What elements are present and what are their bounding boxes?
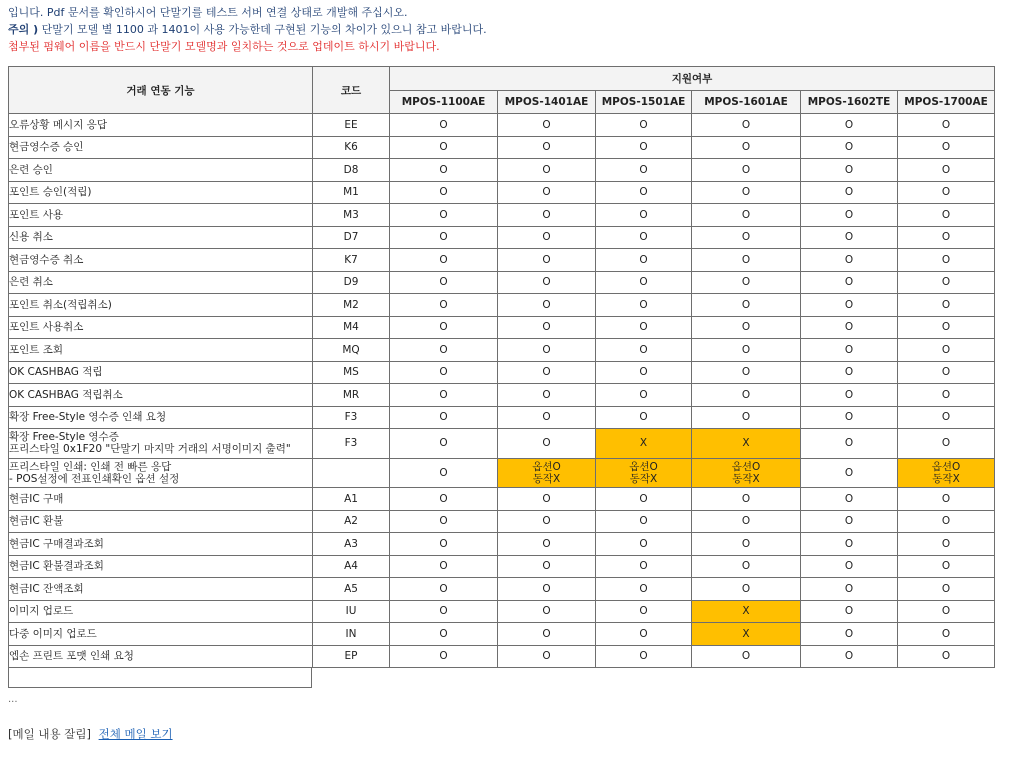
support-cell: O xyxy=(898,623,995,646)
table-row xyxy=(9,361,995,384)
support-cell: O xyxy=(390,488,498,511)
support-cell: O xyxy=(390,159,498,182)
function-cell: 은련 취소 xyxy=(9,271,313,294)
code-cell: F3 xyxy=(313,429,390,459)
table-row xyxy=(9,488,995,511)
support-cell: O xyxy=(498,578,596,601)
support-cell: O xyxy=(692,159,801,182)
code-cell: IU xyxy=(313,600,390,623)
support-cell: O xyxy=(801,645,898,668)
support-cell: O xyxy=(596,645,692,668)
support-cell: O xyxy=(801,555,898,578)
support-cell: O xyxy=(898,294,995,317)
support-cell: O xyxy=(390,114,498,137)
function-cell: OK CASHBAG 적립취소 xyxy=(9,384,313,407)
support-cell: O xyxy=(596,159,692,182)
notice-line-1: 입니다. Pdf 문서를 확인하시어 단말기를 테스트 서버 연결 상태로 개발해 주십시오. xyxy=(8,6,408,19)
support-cell: O xyxy=(801,578,898,601)
support-cell: O xyxy=(498,226,596,249)
function-cell: 현금IC 환불 xyxy=(9,510,313,533)
table-row xyxy=(9,136,995,159)
support-cell: O xyxy=(692,578,801,601)
support-cell: O xyxy=(692,361,801,384)
support-cell: O xyxy=(498,271,596,294)
table-row xyxy=(9,623,995,646)
support-cell: O xyxy=(596,271,692,294)
function-cell: 다중 이미지 업로드 xyxy=(9,623,313,646)
support-cell: O xyxy=(801,623,898,646)
support-cell: O xyxy=(390,136,498,159)
notice-line-2 xyxy=(8,21,1008,38)
table-row xyxy=(9,645,995,668)
support-cell: 옵션O 동작X xyxy=(498,458,596,488)
code-cell: MS xyxy=(313,361,390,384)
header-function: 거래 연동 기능 xyxy=(9,67,313,114)
table-row xyxy=(9,204,995,227)
support-cell: O xyxy=(596,114,692,137)
code-cell: EE xyxy=(313,114,390,137)
support-cell: O xyxy=(801,204,898,227)
support-cell: O xyxy=(898,578,995,601)
support-cell: O xyxy=(898,488,995,511)
code-cell: M3 xyxy=(313,204,390,227)
support-cell: O xyxy=(498,533,596,556)
code-cell: A2 xyxy=(313,510,390,533)
code-cell: K7 xyxy=(313,249,390,272)
ellipsis: ... xyxy=(8,694,18,705)
support-cell: O xyxy=(390,555,498,578)
support-cell: O xyxy=(898,361,995,384)
support-cell: O xyxy=(596,181,692,204)
support-cell: O xyxy=(498,114,596,137)
code-cell: A4 xyxy=(313,555,390,578)
function-cell: 현금IC 구매 xyxy=(9,488,313,511)
support-cell: O xyxy=(692,226,801,249)
code-cell xyxy=(313,458,390,488)
table-row xyxy=(9,294,995,317)
support-cell: O xyxy=(390,181,498,204)
support-cell: O xyxy=(801,226,898,249)
support-cell: O xyxy=(596,488,692,511)
support-cell: O xyxy=(498,136,596,159)
table-row xyxy=(9,555,995,578)
support-cell: O xyxy=(692,181,801,204)
support-cell: O xyxy=(596,510,692,533)
support-cell: O xyxy=(596,249,692,272)
function-cell: 포인트 취소(적립취소) xyxy=(9,294,313,317)
code-cell: MQ xyxy=(313,339,390,362)
support-cell: O xyxy=(596,204,692,227)
table-row xyxy=(9,114,995,137)
support-cell: O xyxy=(596,600,692,623)
support-cell: O xyxy=(898,159,995,182)
code-cell: M4 xyxy=(313,316,390,339)
support-cell: O xyxy=(692,316,801,339)
support-cell: O xyxy=(801,533,898,556)
table-row xyxy=(9,533,995,556)
support-cell: O xyxy=(498,294,596,317)
support-cell: O xyxy=(801,249,898,272)
table-row xyxy=(9,600,995,623)
support-cell: O xyxy=(801,339,898,362)
header-model: MPOS-1401AE xyxy=(498,91,596,114)
support-cell: X xyxy=(692,429,801,459)
support-cell: O xyxy=(390,600,498,623)
support-cell: X xyxy=(692,623,801,646)
table-row xyxy=(9,578,995,601)
support-cell: O xyxy=(801,181,898,204)
truncated-label: [메일 내용 잘림] xyxy=(8,727,91,741)
support-cell: O xyxy=(390,361,498,384)
support-cell: O xyxy=(390,384,498,407)
function-cell: OK CASHBAG 적립 xyxy=(9,361,313,384)
support-cell: O xyxy=(801,136,898,159)
support-cell: O xyxy=(596,406,692,429)
code-cell: K6 xyxy=(313,136,390,159)
header-model: MPOS-1601AE xyxy=(692,91,801,114)
support-cell: O xyxy=(692,488,801,511)
function-cell: 현금영수증 승인 xyxy=(9,136,313,159)
support-cell: 옵션O 동작X xyxy=(596,458,692,488)
support-cell: O xyxy=(692,645,801,668)
support-cell: X xyxy=(596,429,692,459)
code-cell: IN xyxy=(313,623,390,646)
table-row xyxy=(9,510,995,533)
support-cell: O xyxy=(498,361,596,384)
code-cell: A1 xyxy=(313,488,390,511)
function-cell: 프리스타일 인쇄: 인쇄 전 빠른 응답 - POS설정에 전표인쇄확인 옵션 설정 xyxy=(9,458,313,488)
support-cell: O xyxy=(801,294,898,317)
function-cell: 현금IC 잔액조회 xyxy=(9,578,313,601)
support-cell: O xyxy=(898,204,995,227)
support-cell: X xyxy=(692,600,801,623)
code-cell: A3 xyxy=(313,533,390,556)
support-cell: O xyxy=(498,384,596,407)
support-cell: O xyxy=(801,488,898,511)
support-cell: O xyxy=(596,136,692,159)
support-cell: O xyxy=(390,406,498,429)
support-cell: O xyxy=(692,555,801,578)
support-cell: O xyxy=(596,339,692,362)
function-cell: 확장 Free-Style 영수증 인쇄 요청 xyxy=(9,406,313,429)
table-row xyxy=(9,384,995,407)
code-cell: M2 xyxy=(313,294,390,317)
support-cell: O xyxy=(801,114,898,137)
support-cell: O xyxy=(498,249,596,272)
support-cell: O xyxy=(692,406,801,429)
support-cell: O xyxy=(692,533,801,556)
support-cell: O xyxy=(692,271,801,294)
support-cell: O xyxy=(498,316,596,339)
support-cell: O xyxy=(801,361,898,384)
header-model: MPOS-1700AE xyxy=(898,91,995,114)
support-cell: O xyxy=(801,510,898,533)
code-cell: MR xyxy=(313,384,390,407)
support-cell: O xyxy=(898,384,995,407)
support-cell: O xyxy=(596,533,692,556)
function-cell: 은련 승인 xyxy=(9,159,313,182)
function-cell: 포인트 조회 xyxy=(9,339,313,362)
table-row xyxy=(9,181,995,204)
support-cell: O xyxy=(898,136,995,159)
code-cell: M1 xyxy=(313,181,390,204)
code-cell: D9 xyxy=(313,271,390,294)
support-cell: O xyxy=(498,488,596,511)
support-cell: O xyxy=(692,204,801,227)
support-cell: O xyxy=(596,623,692,646)
mail-truncated-footer xyxy=(8,726,173,742)
support-cell: O xyxy=(390,249,498,272)
support-cell: O xyxy=(898,429,995,459)
support-cell: O xyxy=(596,361,692,384)
function-cell: 포인트 사용 xyxy=(9,204,313,227)
support-cell: O xyxy=(498,623,596,646)
support-cell: O xyxy=(596,384,692,407)
code-cell: F3 xyxy=(313,406,390,429)
table-row xyxy=(9,339,995,362)
view-full-mail-link[interactable]: 전체 메일 보기 xyxy=(98,727,173,741)
support-cell: O xyxy=(801,384,898,407)
caution-label: 주의 ) xyxy=(8,23,39,36)
support-cell: O xyxy=(390,294,498,317)
support-cell: O xyxy=(692,249,801,272)
function-cell: 확장 Free-Style 영수증 프리스타일 0x1F20 "단말기 마지막 거래의 서명이미지 출력" xyxy=(9,429,313,459)
support-cell: 옵션O 동작X xyxy=(692,458,801,488)
support-cell: O xyxy=(498,159,596,182)
table-row xyxy=(9,226,995,249)
code-cell: D8 xyxy=(313,159,390,182)
function-cell: 신용 취소 xyxy=(9,226,313,249)
support-cell: O xyxy=(390,226,498,249)
support-cell: O xyxy=(596,316,692,339)
support-cell: O xyxy=(801,271,898,294)
support-cell: O xyxy=(692,384,801,407)
code-cell: A5 xyxy=(313,578,390,601)
function-cell: 포인트 사용취소 xyxy=(9,316,313,339)
function-cell: 현금영수증 취소 xyxy=(9,249,313,272)
table-row xyxy=(9,458,995,488)
code-cell: D7 xyxy=(313,226,390,249)
code-cell: EP xyxy=(313,645,390,668)
support-cell: O xyxy=(898,226,995,249)
support-cell: O xyxy=(801,406,898,429)
support-cell: O xyxy=(801,458,898,488)
support-cell: O xyxy=(498,406,596,429)
support-cell: O xyxy=(692,114,801,137)
header-model: MPOS-1100AE xyxy=(390,91,498,114)
support-cell: O xyxy=(390,458,498,488)
support-cell: O xyxy=(898,645,995,668)
support-cell: O xyxy=(898,555,995,578)
caution-text: 단말기 모델 별 1100 과 1401이 사용 가능한데 구현된 기능의 차이가 있으니 참고 바랍니다. xyxy=(38,23,487,36)
feature-support-table xyxy=(8,66,995,668)
support-cell: O xyxy=(390,316,498,339)
support-cell: O xyxy=(498,181,596,204)
support-cell: O xyxy=(898,406,995,429)
function-cell: 오류상황 메시지 응답 xyxy=(9,114,313,137)
support-cell: O xyxy=(692,294,801,317)
support-cell: O xyxy=(498,600,596,623)
function-cell: 현금IC 환불결과조회 xyxy=(9,555,313,578)
support-cell: O xyxy=(390,271,498,294)
support-cell: O xyxy=(498,204,596,227)
notice-text xyxy=(8,4,1008,55)
function-cell: 현금IC 구매결과조회 xyxy=(9,533,313,556)
support-cell: O xyxy=(898,181,995,204)
support-cell: O xyxy=(898,510,995,533)
support-cell: O xyxy=(898,533,995,556)
table-row xyxy=(9,406,995,429)
support-cell: 옵션O 동작X xyxy=(898,458,995,488)
support-cell: O xyxy=(390,429,498,459)
support-cell: O xyxy=(390,510,498,533)
support-cell: O xyxy=(596,294,692,317)
support-cell: O xyxy=(898,249,995,272)
support-cell: O xyxy=(498,510,596,533)
function-cell: 포인트 승인(적립) xyxy=(9,181,313,204)
support-cell: O xyxy=(801,600,898,623)
support-cell: O xyxy=(390,645,498,668)
support-cell: O xyxy=(801,316,898,339)
header-support: 지원여부 xyxy=(390,67,995,91)
support-cell: O xyxy=(692,339,801,362)
support-cell: O xyxy=(390,578,498,601)
warning-line: 첨부된 펌웨어 이름을 반드시 단말기 모델명과 일치하는 것으로 업데이트 하시기 바랍니다. xyxy=(8,40,440,53)
support-cell: O xyxy=(801,159,898,182)
support-cell: O xyxy=(596,578,692,601)
table-row xyxy=(9,316,995,339)
support-cell: O xyxy=(898,271,995,294)
function-cell: 이미지 업로드 xyxy=(9,600,313,623)
support-cell: O xyxy=(898,114,995,137)
header-model: MPOS-1602TE xyxy=(801,91,898,114)
support-cell: O xyxy=(596,555,692,578)
support-cell: O xyxy=(692,510,801,533)
support-cell: O xyxy=(692,136,801,159)
support-cell: O xyxy=(596,226,692,249)
header-code: 코드 xyxy=(313,67,390,114)
table-row xyxy=(9,271,995,294)
support-cell: O xyxy=(390,623,498,646)
support-cell: O xyxy=(390,339,498,362)
support-cell: O xyxy=(498,555,596,578)
support-cell: O xyxy=(898,316,995,339)
function-cell: 엡손 프린트 포맷 인쇄 요청 xyxy=(9,645,313,668)
table-row xyxy=(9,159,995,182)
support-cell: O xyxy=(801,429,898,459)
table-row xyxy=(9,429,995,459)
header-model: MPOS-1501AE xyxy=(596,91,692,114)
support-cell: O xyxy=(898,600,995,623)
table-row xyxy=(9,249,995,272)
table-body xyxy=(9,114,995,668)
support-cell: O xyxy=(390,204,498,227)
empty-cell xyxy=(8,667,312,688)
support-cell: O xyxy=(498,339,596,362)
support-cell: O xyxy=(390,533,498,556)
support-cell: O xyxy=(898,339,995,362)
support-cell: O xyxy=(498,429,596,459)
support-cell: O xyxy=(498,645,596,668)
